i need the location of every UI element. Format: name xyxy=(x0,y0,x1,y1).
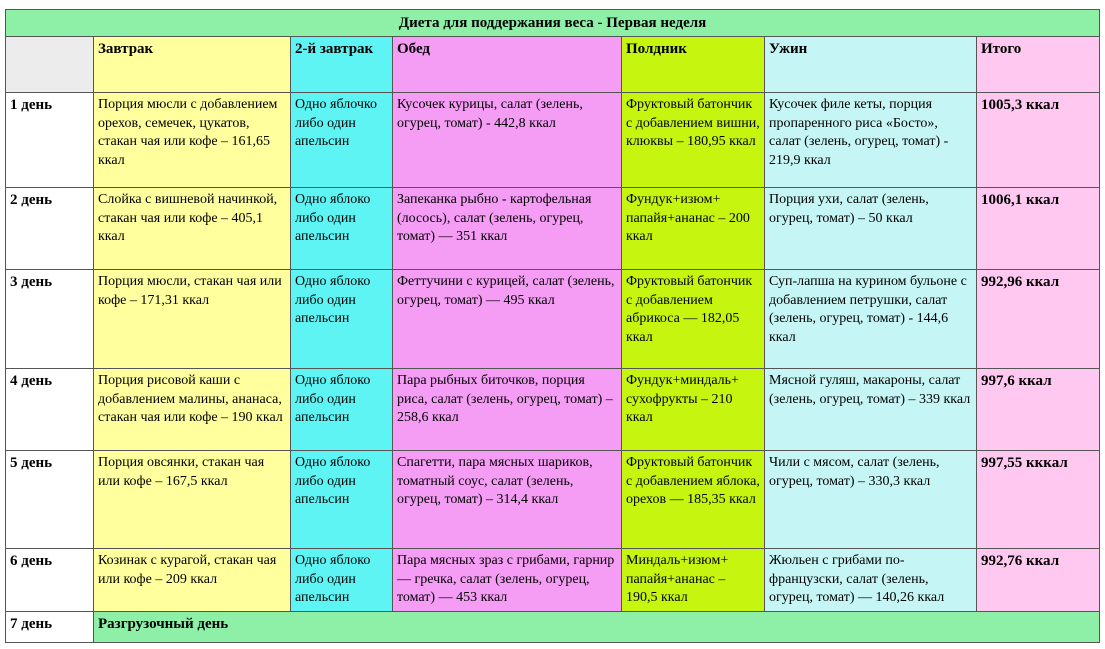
dinner-cell: Порция ухи, салат (зелень, огурец, томат) – 50 ккал xyxy=(765,188,977,270)
header-snack: Полдник xyxy=(622,37,765,93)
second-breakfast-cell: Одно яблоко либо один апельсин xyxy=(291,270,393,369)
dinner-cell: Суп-лапша на курином бульоне с добавлением петрушки, салат (зелень, огурец, томат) - 144,6 ккал xyxy=(765,270,977,369)
table-row xyxy=(6,612,1100,643)
breakfast-cell: Порция мюсли с добавлением орехов, семечек, цукатов, стакан чая или кофе – 161,65 ккал xyxy=(94,93,291,188)
diet-table xyxy=(5,9,1100,643)
header-total: Итого xyxy=(977,37,1100,93)
breakfast-cell: Порция овсянки, стакан чая или кофе – 167,5 ккал xyxy=(94,451,291,549)
header-second-breakfast: 2-й завтрак xyxy=(291,37,393,93)
lunch-cell: Феттучини с курицей, салат (зелень, огурец, томат) — 495 ккал xyxy=(393,270,622,369)
breakfast-cell: Порция рисовой каши с добавлением малины, ананаса, стакан чая или кофе – 190 ккал xyxy=(94,369,291,451)
breakfast-cell: Козинак с курагой, стакан чая или кофе – 209 ккал xyxy=(94,549,291,612)
day-label: 3 день xyxy=(6,270,94,369)
dinner-cell: Чили с мясом, салат (зелень, огурец, томат) – 330,3 ккал xyxy=(765,451,977,549)
total-cell: 992,96 ккал xyxy=(977,270,1100,369)
table-row xyxy=(6,369,1100,451)
day-label: 5 день xyxy=(6,451,94,549)
breakfast-cell: Порция мюсли, стакан чая или кофе – 171,31 ккал xyxy=(94,270,291,369)
table-row xyxy=(6,549,1100,612)
snack-cell: Фруктовый батончик с добавлением вишни, клюквы – 180,95 ккал xyxy=(622,93,765,188)
snack-cell: Фундук+миндаль+ сухофрукты – 210 ккал xyxy=(622,369,765,451)
snack-cell: Миндаль+изюм+ папайя+ананас – 190,5 ккал xyxy=(622,549,765,612)
header-day-empty xyxy=(6,37,94,93)
snack-cell: Фундук+изюм+ папайя+ананас – 200 ккал xyxy=(622,188,765,270)
lunch-cell: Пара мясных зраз с грибами, гарнир — гречка, салат (зелень, огурец, томат) — 453 ккал xyxy=(393,549,622,612)
header-breakfast: Завтрак xyxy=(94,37,291,93)
breakfast-cell: Слойка с вишневой начинкой, стакан чая или кофе – 405,1 ккал xyxy=(94,188,291,270)
day-label: 7 день xyxy=(6,612,94,643)
table-row xyxy=(6,451,1100,549)
second-breakfast-cell: Одно яблоко либо один апельсин xyxy=(291,451,393,549)
total-cell: 1006,1 ккал xyxy=(977,188,1100,270)
lunch-cell: Запеканка рыбно - картофельная (лосось), салат (зелень, огурец, томат) — 351 ккал xyxy=(393,188,622,270)
header-row xyxy=(6,37,1100,93)
table-row xyxy=(6,188,1100,270)
day-label: 4 день xyxy=(6,369,94,451)
second-breakfast-cell: Одно яблочко либо один апельсин xyxy=(291,93,393,188)
total-cell: 997,55 кккал xyxy=(977,451,1100,549)
dinner-cell: Кусочек филе кеты, порция пропаренного риса «Босто», салат (зелень, огурец, томат) - 219,9 ккал xyxy=(765,93,977,188)
total-cell: 1005,3 ккал xyxy=(977,93,1100,188)
snack-cell: Фруктовый батончик с добавлением абрикоса — 182,05 ккал xyxy=(622,270,765,369)
table-row xyxy=(6,93,1100,188)
second-breakfast-cell: Одно яблоко либо один апельсин xyxy=(291,188,393,270)
lunch-cell: Кусочек курицы, салат (зелень, огурец, томат) - 442,8 ккал xyxy=(393,93,622,188)
lunch-cell: Спагетти, пара мясных шариков, томатный соус, салат (зелень, огурец, томат) – 314,4 ккал xyxy=(393,451,622,549)
unloading-day-cell: Разгрузочный день xyxy=(94,612,1100,643)
lunch-cell: Пара рыбных биточков, порция риса, салат (зелень, огурец, томат) – 258,6 ккал xyxy=(393,369,622,451)
table-title: Диета для поддержания веса - Первая неделя xyxy=(6,10,1100,37)
dinner-cell: Мясной гуляш, макароны, салат (зелень, огурец, томат) – 339 ккал xyxy=(765,369,977,451)
second-breakfast-cell: Одно яблоко либо один апельсин xyxy=(291,549,393,612)
day-label: 2 день xyxy=(6,188,94,270)
snack-cell: Фруктовый батончик с добавлением яблока, орехов — 185,35 ккал xyxy=(622,451,765,549)
second-breakfast-cell: Одно яблоко либо один апельсин xyxy=(291,369,393,451)
dinner-cell: Жюльен с грибами по-французски, салат (зелень, огурец, томат) — 140,26 ккал xyxy=(765,549,977,612)
header-lunch: Обед xyxy=(393,37,622,93)
title-row xyxy=(6,10,1100,37)
total-cell: 997,6 ккал xyxy=(977,369,1100,451)
header-dinner: Ужин xyxy=(765,37,977,93)
day-label: 6 день xyxy=(6,549,94,612)
day-label: 1 день xyxy=(6,93,94,188)
total-cell: 992,76 ккал xyxy=(977,549,1100,612)
table-row xyxy=(6,270,1100,369)
